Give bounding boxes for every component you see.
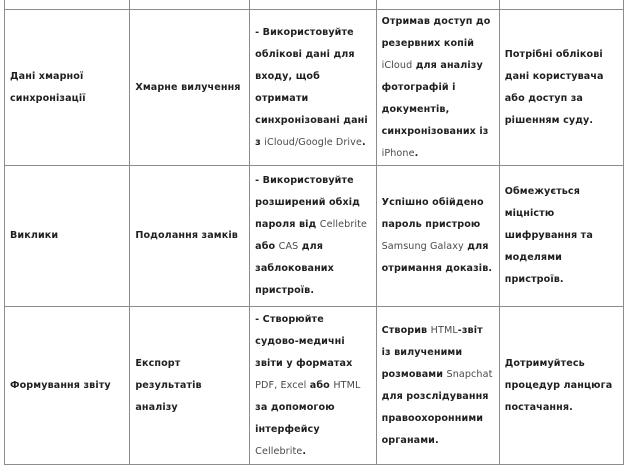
text-run: або <box>255 241 279 252</box>
text-run: Успішно обійдено пароль пристрою <box>381 197 484 230</box>
table-row <box>5 166 624 307</box>
text-run: iCloud <box>381 59 413 71</box>
text-run: для аналізу фотографій і документів, синхронізованих із <box>381 59 489 137</box>
text-run: Cellebrite <box>255 445 303 457</box>
text-run: - Використовуйте розширений обхід пароля від <box>255 175 361 230</box>
text-run: - Використовуйте облікові дані для входу, щоб отримати синхронізовані дані з <box>255 26 368 148</box>
cell-empty <box>5 0 130 10</box>
cell-empty <box>130 0 250 10</box>
text-run: Cellebrite <box>319 219 367 230</box>
cell-method: Експорт результатів аналізу <box>130 307 250 465</box>
text-run: iCloud/Google Drive <box>264 136 362 148</box>
text-run: PDF, Excel <box>255 379 307 391</box>
cell-method: Подолання замків <box>130 166 250 307</box>
text-run: . <box>361 136 366 148</box>
table-row <box>5 307 624 465</box>
text-run: Snapchat <box>446 368 493 380</box>
cell-category: Дані хмарної синхронізації <box>5 10 130 166</box>
cell-category: Формування звіту <box>5 307 130 465</box>
cell-category: Виклики <box>5 166 130 307</box>
cell-practice <box>250 307 376 465</box>
table-row-partial-top <box>5 0 624 10</box>
text-run: для отримання доказів. <box>381 241 493 274</box>
cell-example <box>376 166 499 307</box>
cell-practice <box>250 166 376 307</box>
text-run: . <box>302 445 307 457</box>
text-run: - Створюйте судово-медичні звіти у форматах <box>255 313 353 369</box>
forensics-table <box>4 0 624 465</box>
text-run: HTML <box>333 379 361 391</box>
text-run: CAS <box>278 241 299 252</box>
cell-limitation: Потрібні облікові дані користувача або доступ за рішенням суду. <box>499 10 623 166</box>
cell-limitation: Дотримуйтесь процедур ланцюга постачання. <box>499 307 623 465</box>
text-run: Отримав доступ до резервних копій <box>381 15 491 49</box>
text-run: -звіт із вилученими розмовами <box>381 324 483 380</box>
table-row <box>5 10 624 166</box>
cell-empty <box>499 0 623 10</box>
text-run: Створив <box>381 324 431 336</box>
text-run: за допомогою інтерфейсу <box>255 401 335 435</box>
cell-method: Хмарне вилучення <box>130 10 250 166</box>
text-run: HTML <box>430 324 458 336</box>
text-run: iPhone <box>381 147 415 159</box>
text-run: для заблокованих пристроїв. <box>255 241 334 296</box>
cell-empty <box>250 0 376 10</box>
cell-empty <box>376 0 499 10</box>
cell-example <box>376 307 499 465</box>
text-run: або <box>306 379 334 391</box>
text-run: . <box>414 147 419 159</box>
text-run: Samsung Galaxy <box>381 241 464 252</box>
cell-limitation: Обмежується міцністю шифрування та моделями пристроїв. <box>499 166 623 307</box>
cell-practice <box>250 10 376 166</box>
cell-example <box>376 10 499 166</box>
text-run: для розслідування правоохоронними органами. <box>381 390 489 446</box>
